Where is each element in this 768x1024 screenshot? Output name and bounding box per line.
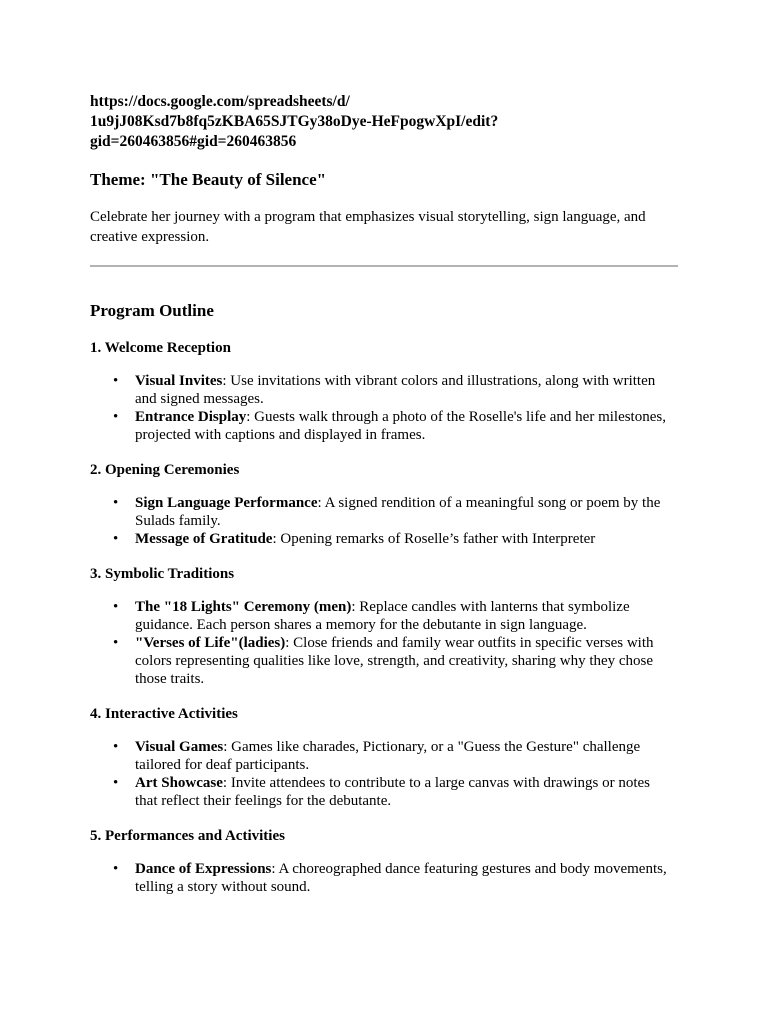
- item-term: Sign Language Performance: [135, 495, 318, 511]
- bullet-list: [90, 372, 678, 444]
- list-item: [113, 530, 675, 548]
- bullet-icon: •: [113, 409, 119, 425]
- item-text: : A choreographed dance featuring gestures and body movements, telling a story without sound.: [135, 861, 667, 895]
- item-term: "Verses of Life"(ladies): [135, 635, 286, 651]
- item-text: : A signed rendition of a meaningful song or poem by the Sulads family.: [135, 495, 661, 529]
- section-heading-interactive-activities: 4. Interactive Activities: [90, 706, 238, 722]
- spreadsheet-url[interactable]: [90, 92, 678, 152]
- url-line: 1u9jJ08Ksd7b8fq5zKBA65SJTGy38oDye-HeFpogwXpI/edit?: [90, 113, 499, 130]
- section-heading-symbolic-traditions: 3. Symbolic Traditions: [90, 566, 235, 582]
- item-term: Dance of Expressions: [135, 861, 272, 877]
- item-term: Art Showcase: [135, 775, 223, 791]
- list-item: [113, 372, 675, 408]
- theme-heading: Theme: "The Beauty of Silence": [90, 170, 327, 189]
- bullet-icon: •: [113, 635, 119, 651]
- item-text: : Close friends and family wear outfits in specific verses with colors representing qualities like love, strength, and creativity, sharing why they chose those traits.: [135, 635, 654, 687]
- item-term: Visual Games: [135, 739, 224, 755]
- url-line: gid=260463856#gid=260463856: [90, 133, 297, 150]
- item-text: : Replace candles with lanterns that symbolize guidance. Each person shares a memory for the debutante in sign language.: [135, 599, 630, 633]
- section-heading-performances-and-activities: 5. Performances and Activities: [90, 828, 285, 844]
- list-item: [113, 774, 675, 810]
- list-item: [113, 860, 675, 896]
- bullet-icon: •: [113, 531, 119, 547]
- url-line: https://docs.google.com/spreadsheets/d/: [90, 93, 350, 110]
- bullet-icon: •: [113, 373, 119, 389]
- item-term: Entrance Display: [135, 409, 247, 425]
- item-text: : Opening remarks of Roselle’s father with Interpreter: [272, 531, 596, 547]
- item-term: The "18 Lights" Ceremony (men): [135, 599, 352, 615]
- bullet-icon: •: [113, 599, 119, 615]
- bullet-list: [90, 738, 678, 810]
- item-term: Visual Invites: [135, 373, 223, 389]
- bullet-icon: •: [113, 739, 119, 755]
- item-term: Message of Gratitude: [135, 531, 273, 547]
- intro-paragraph: Celebrate her journey with a program that emphasizes visual storytelling, sign language, and creative expression.: [90, 209, 646, 245]
- item-text: : Guests walk through a photo of the Roselle's life and her milestones, projected with captions and displayed in frames.: [135, 409, 666, 443]
- section-heading-opening-ceremonies: 2. Opening Ceremonies: [90, 462, 240, 478]
- list-item: [113, 408, 675, 444]
- list-item: [113, 494, 675, 530]
- item-text: : Games like charades, Pictionary, or a "Guess the Gesture" challenge tailored for deaf participants.: [135, 739, 641, 773]
- list-item: [113, 598, 675, 634]
- item-text: : Use invitations with vibrant colors and illustrations, along with written and signed messages.: [135, 373, 656, 407]
- program-outline-title: Program Outline: [90, 301, 214, 320]
- list-item: [113, 738, 675, 774]
- bullet-list: [90, 494, 678, 548]
- horizontal-divider: [90, 265, 678, 267]
- list-item: [113, 634, 675, 688]
- bullet-icon: •: [113, 775, 119, 791]
- bullet-icon: •: [113, 495, 119, 511]
- bullet-list: [90, 860, 678, 896]
- bullet-list: [90, 598, 678, 688]
- bullet-icon: •: [113, 861, 119, 877]
- item-text: : Invite attendees to contribute to a large canvas with drawings or notes that reflect their feelings for the debutante.: [135, 775, 651, 809]
- section-heading-welcome-reception: 1. Welcome Reception: [90, 340, 231, 356]
